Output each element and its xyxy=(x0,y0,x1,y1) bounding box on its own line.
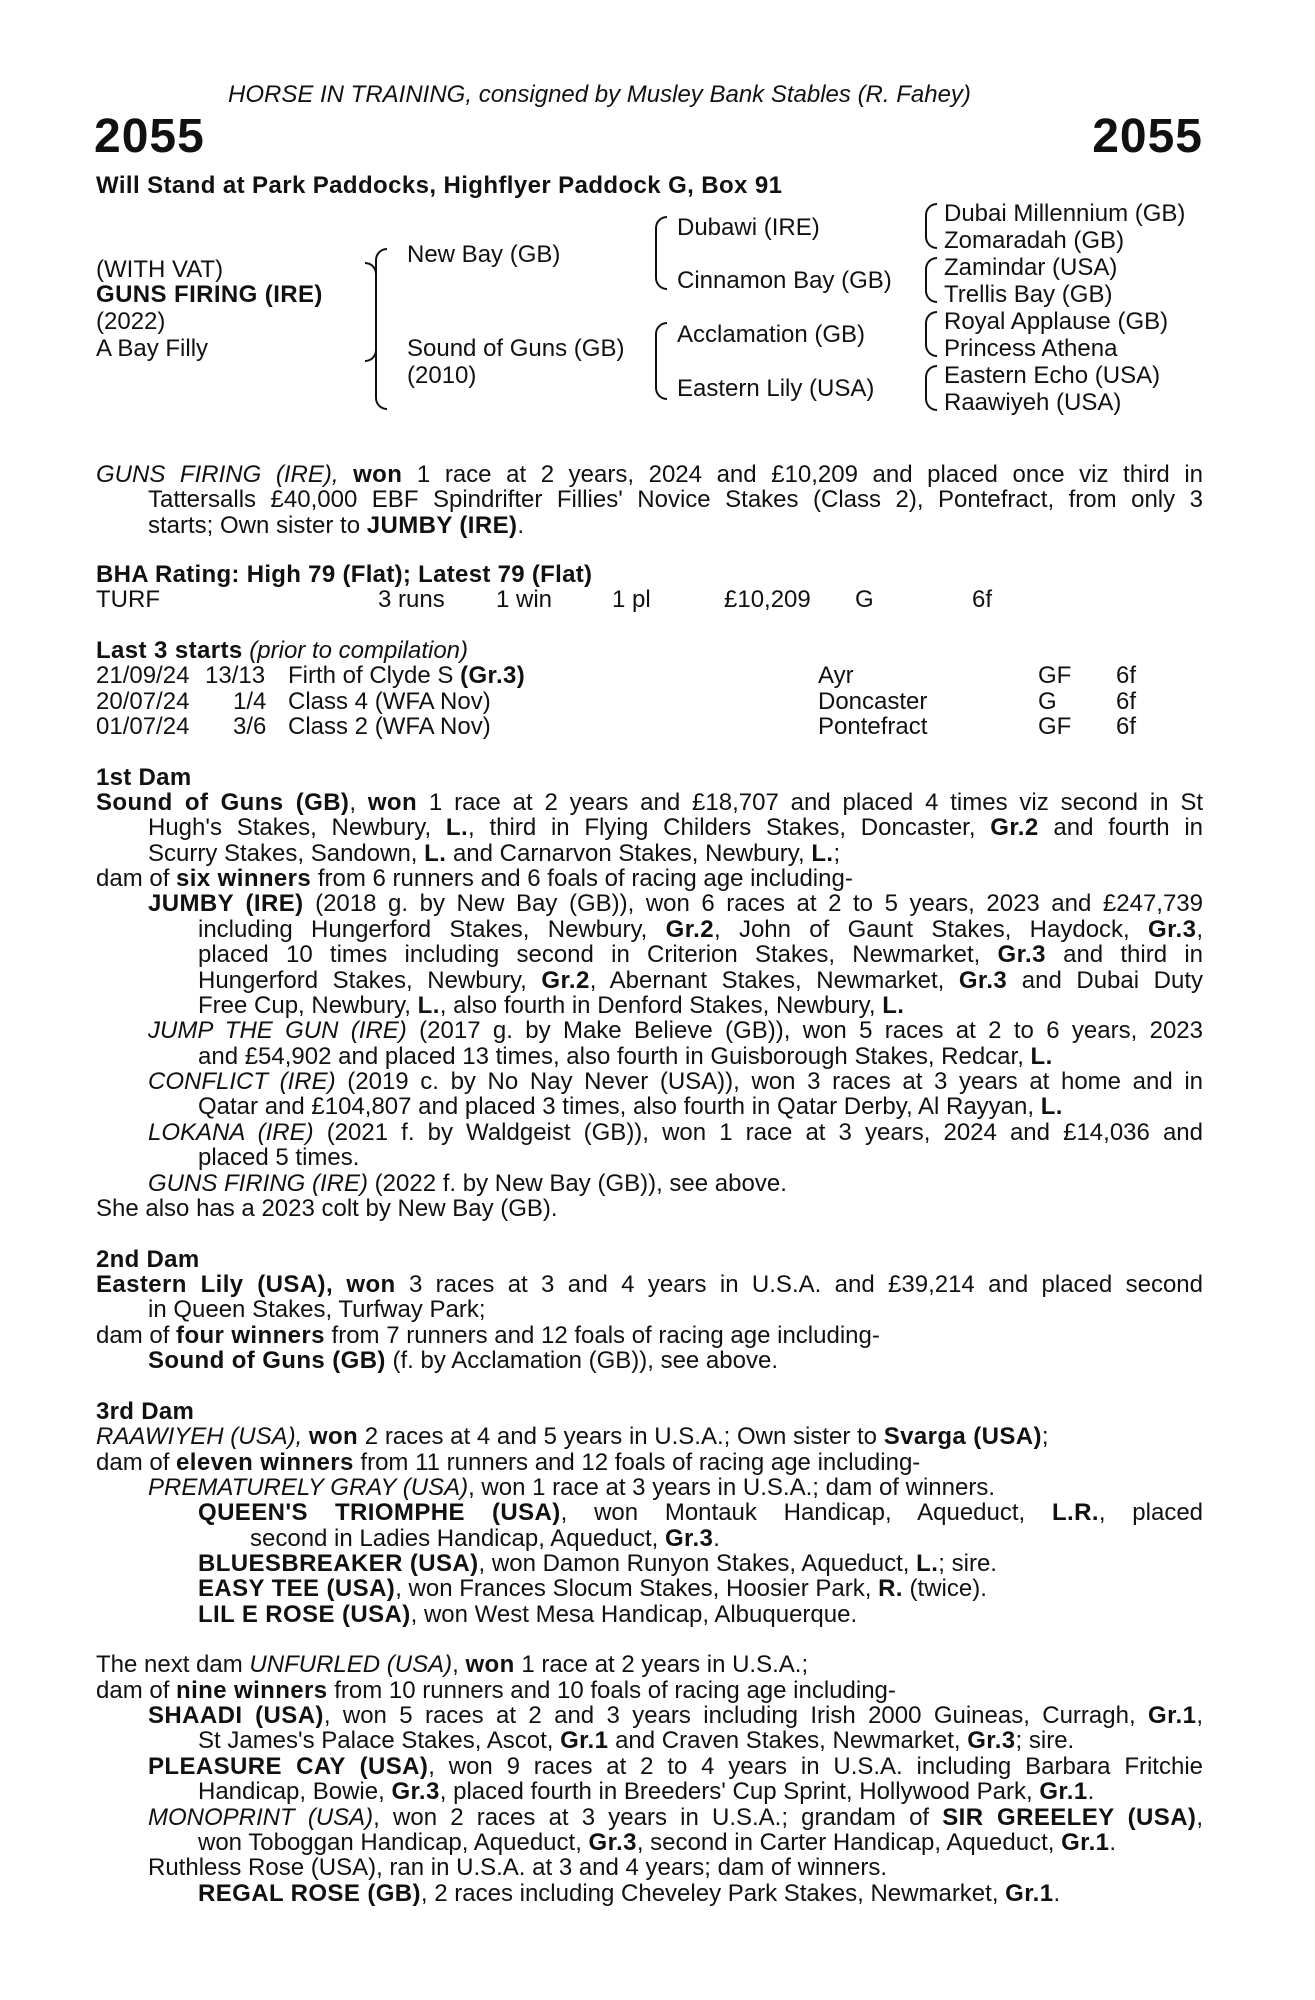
rating-earnings: £10,209 xyxy=(724,586,811,613)
next-dam-line: Ruthless Rose (USA), ran in U.S.A. at 3 and 4 years; dam of winners. xyxy=(148,1854,887,1881)
rating-going: G xyxy=(855,586,874,613)
second-dam-line: Sound of Guns (GB) (f. by Acclamation (GB)), see above. xyxy=(148,1347,778,1374)
next-dam-line: dam of nine winners from 10 runners and 10 foals of racing age including- xyxy=(96,1677,896,1704)
start-distance: 6f xyxy=(1116,662,1137,689)
start-race: Class 4 (WFA Nov) xyxy=(288,688,491,715)
pedigree-g8: Raawiyeh (USA) xyxy=(944,389,1122,416)
third-dam-line: RAAWIYEH (USA), won 2 races at 4 and 5 years in U.S.A.; Own sister to Svarga (USA); xyxy=(96,1423,1049,1450)
gen3-brace-3 xyxy=(925,311,937,357)
next-dam-line: MONOPRINT (USA), won 2 races at 3 years in U.S.A.; grandam of SIR GREELEY (USA), xyxy=(148,1804,1203,1831)
progeny-line: placed 5 times. xyxy=(198,1144,360,1171)
intro-line-2: Tattersalls £40,000 EBF Spindrifter Fillies' Novice Stakes (Class 2), Pontefract, from only 3 xyxy=(148,486,1203,513)
rating-placed: 1 pl xyxy=(612,586,651,613)
next-dam-line: St James's Palace Stakes, Ascot, Gr.1 and Craven Stakes, Newmarket, Gr.3; sire. xyxy=(198,1727,1075,1754)
start-race: Class 2 (WFA Nov) xyxy=(288,713,491,740)
progeny-line: LOKANA (IRE) (2021 f. by Waldgeist (GB)), won 1 race at 3 years, 2024 and £14,036 and xyxy=(148,1119,1204,1146)
progeny-line: including Hungerford Stakes, Newbury, Gr.2, John of Gaunt Stakes, Haydock, Gr.3, xyxy=(198,916,1204,943)
next-dam-line: REGAL ROSE (GB), 2 races including Cheveley Park Stakes, Newmarket, Gr.1. xyxy=(198,1880,1061,1907)
start-distance: 6f xyxy=(1116,713,1137,740)
start-position: 13/13 xyxy=(205,662,266,689)
lot-number-left: 2055 xyxy=(94,110,205,163)
progeny-line: GUNS FIRING (IRE) (2022 f. by New Bay (GB)), see above. xyxy=(148,1170,787,1197)
horse-name: GUNS FIRING (IRE) xyxy=(96,281,323,308)
progeny-line: CONFLICT (IRE) (2019 c. by No Nay Never (USA)), won 3 races at 3 years at home and in xyxy=(148,1068,1203,1095)
start-date: 20/07/24 xyxy=(96,688,190,715)
progeny-line: Hungerford Stakes, Newbury, Gr.2, Abernant Stakes, Newmarket, Gr.3 and Dubai Duty xyxy=(198,967,1203,994)
start-position: 1/4 xyxy=(233,688,267,715)
vat-label: (WITH VAT) xyxy=(96,256,224,283)
foaling-year: (2022) xyxy=(96,308,166,335)
third-dam-line: LIL E ROSE (USA), won West Mesa Handicap, Albuquerque. xyxy=(198,1601,858,1628)
first-dam-line: Sound of Guns (GB), won 1 race at 2 years and £18,707 and placed 4 times viz second in St xyxy=(96,789,1204,816)
parents-brace xyxy=(375,248,387,410)
pedigree-g6: Princess Athena xyxy=(944,335,1118,362)
second-dam-line: dam of four winners from 7 runners and 12 foals of racing age including- xyxy=(96,1322,880,1349)
third-dam-line: dam of eleven winners from 11 runners and 12 foals of racing age including- xyxy=(96,1449,921,1476)
start-course: Pontefract xyxy=(818,713,928,740)
start-distance: 6f xyxy=(1116,688,1137,715)
gen3-brace-1 xyxy=(925,203,937,249)
rating-heading: BHA Rating: High 79 (Flat); Latest 79 (Flat) xyxy=(96,561,593,588)
next-dam-line: PLEASURE CAY (USA), won 9 races at 2 to 4 years in U.S.A. including Barbara Fritchie xyxy=(148,1753,1204,1780)
pedigree-g1: Dubai Millennium (GB) xyxy=(944,200,1186,227)
next-dam-line: won Toboggan Handicap, Aqueduct, Gr.3, second in Carter Handicap, Aqueduct, Gr.1. xyxy=(198,1829,1117,1856)
next-dam-line: Handicap, Bowie, Gr.3, placed fourth in Breeders' Cup Sprint, Hollywood Park, Gr.1. xyxy=(198,1778,1095,1805)
pedigree-g7: Eastern Echo (USA) xyxy=(944,362,1161,389)
start-going: G xyxy=(1038,688,1057,715)
last-starts-heading: Last 3 starts (prior to compilation) xyxy=(96,637,469,664)
start-position: 3/6 xyxy=(233,713,267,740)
consignment-line: HORSE IN TRAINING, consigned by Musley Bank Stables (R. Fahey) xyxy=(228,81,971,108)
first-dam-note: She also has a 2023 colt by New Bay (GB). xyxy=(96,1195,558,1222)
third-dam-line: BLUESBREAKER (USA), won Damon Runyon Stakes, Aqueduct, L.; sire. xyxy=(198,1550,997,1577)
next-dam-line: The next dam UNFURLED (USA), won 1 race at 2 years in U.S.A.; xyxy=(96,1651,809,1678)
pedigree-sire-dam: Cinnamon Bay (GB) xyxy=(677,267,892,294)
pedigree-dam: Sound of Guns (GB) xyxy=(407,335,625,362)
third-dam-heading: 3rd Dam xyxy=(96,1398,195,1425)
start-going: GF xyxy=(1038,662,1072,689)
pedigree-sire-sire: Dubawi (IRE) xyxy=(677,214,820,241)
progeny-line: JUMBY (IRE) (2018 g. by New Bay (GB)), won 6 races at 2 to 5 years, 2023 and £247,739 xyxy=(148,890,1204,917)
pedigree-g3: Zamindar (USA) xyxy=(944,254,1118,281)
first-dam-line: Hugh's Stakes, Newbury, L., third in Flying Childers Stakes, Doncaster, Gr.2 and fourth in xyxy=(148,814,1204,841)
start-date: 01/07/24 xyxy=(96,713,190,740)
start-date: 21/09/24 xyxy=(96,662,190,689)
third-dam-line: PREMATURELY GRAY (USA), won 1 race at 3 years in U.S.A.; dam of winners. xyxy=(148,1474,995,1501)
progeny-line: Qatar and £104,807 and placed 3 times, also fourth in Qatar Derby, Al Rayyan, L. xyxy=(198,1093,1063,1120)
rating-wins: 1 win xyxy=(496,586,553,613)
second-dam-heading: 2nd Dam xyxy=(96,1246,200,1273)
first-dam-line: Scurry Stakes, Sandown, L. and Carnarvon Stakes, Newbury, L.; xyxy=(148,840,841,867)
next-dam-line: SHAADI (USA), won 5 races at 2 and 3 years including Irish 2000 Guineas, Curragh, Gr.1, xyxy=(148,1702,1203,1729)
first-dam-heading: 1st Dam xyxy=(96,764,192,791)
rating-surface: TURF xyxy=(96,586,160,613)
pedigree-g5: Royal Applause (GB) xyxy=(944,308,1169,335)
start-going: GF xyxy=(1038,713,1072,740)
start-race: Firth of Clyde S (Gr.3) xyxy=(288,662,526,689)
progeny-line: Free Cup, Newbury, L., also fourth in Denford Stakes, Newbury, L. xyxy=(198,992,905,1019)
start-course: Ayr xyxy=(818,662,854,689)
intro-line-1: GUNS FIRING (IRE), won 1 race at 2 years, 2024 and £10,209 and placed once viz third in xyxy=(96,461,1203,488)
pedigree-g4: Trellis Bay (GB) xyxy=(944,281,1113,308)
rating-distance: 6f xyxy=(972,586,993,613)
pedigree-dam-sire: Acclamation (GB) xyxy=(677,321,866,348)
pedigree-dam-year: (2010) xyxy=(407,362,477,389)
progeny-line: and £54,902 and placed 13 times, also fourth in Guisborough Stakes, Redcar, L. xyxy=(198,1043,1053,1070)
second-dam-line: in Queen Stakes, Turfway Park; xyxy=(148,1296,486,1323)
rating-runs: 3 runs xyxy=(378,586,445,613)
third-dam-line: QUEEN'S TRIOMPHE (USA), won Montauk Handicap, Aqueduct, L.R., placed xyxy=(198,1499,1204,1526)
dam-brace xyxy=(655,322,667,400)
horse-description: A Bay Filly xyxy=(96,335,209,362)
gen3-brace-2 xyxy=(925,257,937,303)
second-dam-line: Eastern Lily (USA), won 3 races at 3 and 4 years in U.S.A. and £39,214 and placed second xyxy=(96,1271,1203,1298)
intro-line-3: starts; Own sister to JUMBY (IRE). xyxy=(148,512,525,539)
sire-brace xyxy=(655,216,667,290)
progeny-line: JUMP THE GUN (IRE) (2017 g. by Make Believe (GB)), won 5 races at 2 to 6 years, 2023 xyxy=(148,1017,1204,1044)
start-course: Doncaster xyxy=(818,688,928,715)
pedigree-sire: New Bay (GB) xyxy=(407,241,561,268)
third-dam-line: EASY TEE (USA), won Frances Slocum Stakes, Hoosier Park, R. (twice). xyxy=(198,1575,987,1602)
location-line: Will Stand at Park Paddocks, Highflyer Paddock G, Box 91 xyxy=(96,172,783,199)
first-dam-line: dam of six winners from 6 runners and 6 foals of racing age including- xyxy=(96,865,853,892)
pedigree-g2: Zomaradah (GB) xyxy=(944,227,1125,254)
pedigree-dam-dam: Eastern Lily (USA) xyxy=(677,375,875,402)
progeny-line: placed 10 times including second in Criterion Stakes, Newmarket, Gr.3 and third in xyxy=(198,941,1203,968)
third-dam-line: second in Ladies Handicap, Aqueduct, Gr.3. xyxy=(250,1525,720,1552)
lot-number-right: 2055 xyxy=(1092,110,1203,163)
gen3-brace-4 xyxy=(925,365,937,411)
